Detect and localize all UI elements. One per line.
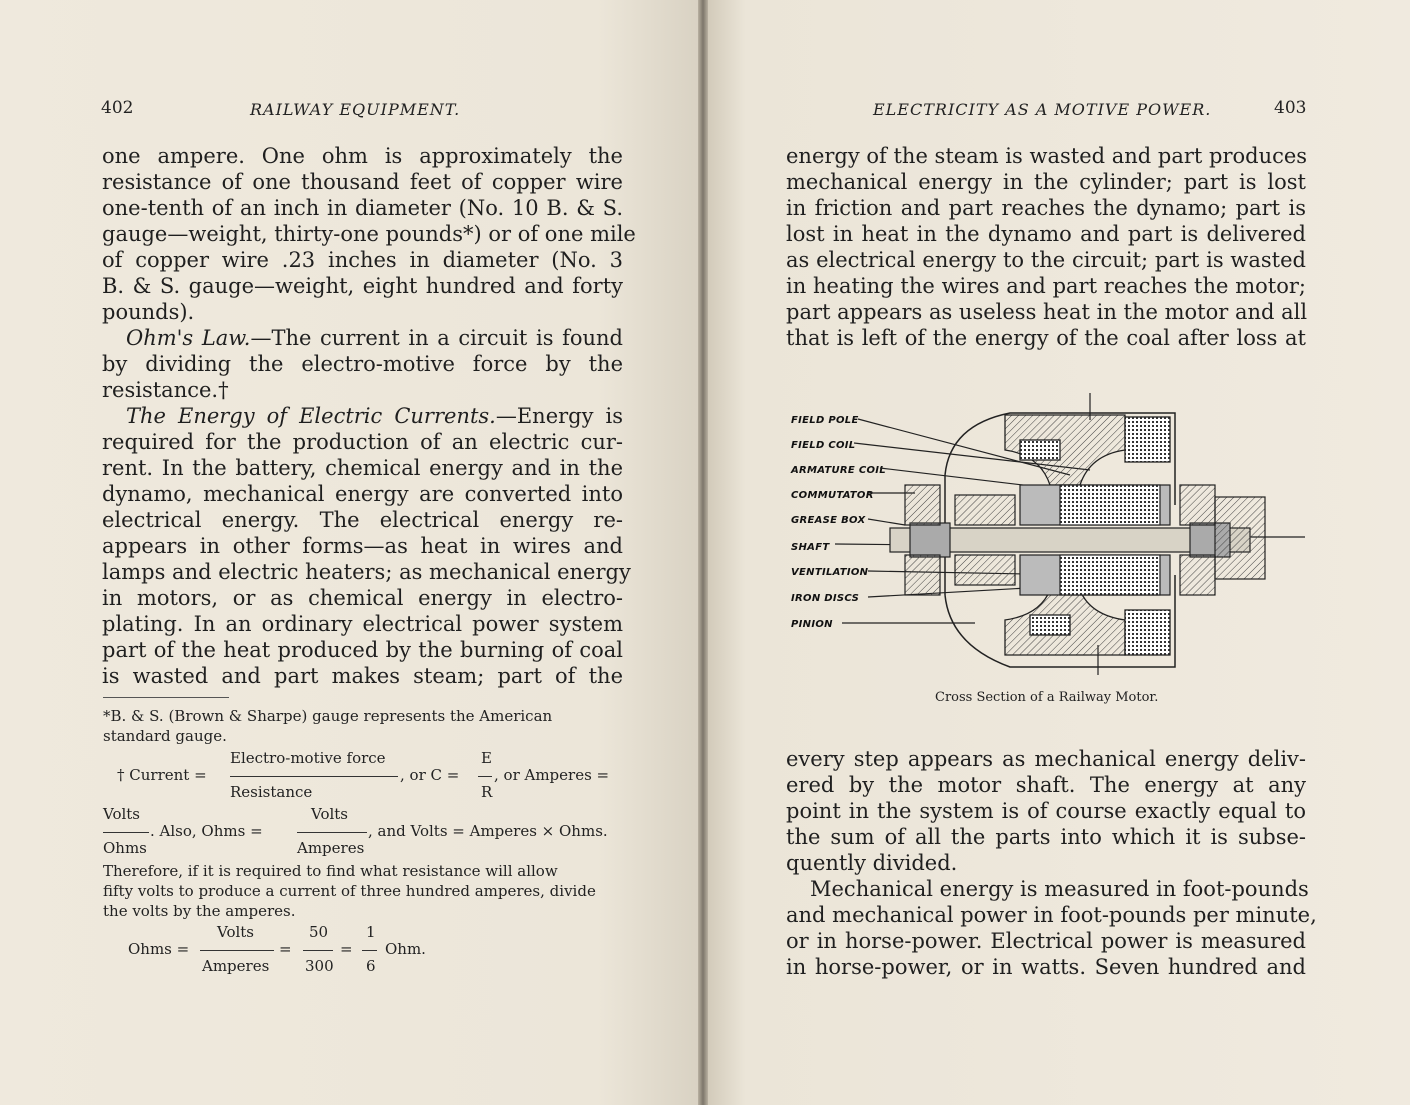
fraction-bar <box>230 776 398 777</box>
label-iron-discs: IRON DISCS <box>791 593 860 604</box>
motor-cross-section-diagram <box>780 385 1310 685</box>
formula1-mid: , or C = <box>400 766 460 784</box>
text-line: by dividing the electro-motive force by the <box>102 352 623 376</box>
fraction-bar <box>478 776 492 777</box>
label-armature-coil: ARMATURE COIL <box>791 465 886 476</box>
fraction-bar <box>303 950 333 951</box>
shaft <box>890 523 1250 557</box>
book-gutter <box>698 0 708 1105</box>
field-pole-bottom <box>1005 590 1170 655</box>
text-line: every step appears as mechanical energy deliv- <box>786 747 1306 771</box>
footnote-line: Therefore, if it is required to find what resistance will allow <box>103 862 558 880</box>
formula1-tail: , or Amperes = <box>494 766 610 784</box>
figure-caption: Cross Section of a Railway Motor. <box>935 690 1159 705</box>
label-pinion: PINION <box>791 619 833 630</box>
eq-sign: = <box>279 940 292 958</box>
text-line: resistance of one thousand feet of copper wire <box>102 170 623 194</box>
left-page-number: 402 <box>101 98 134 118</box>
footnote-1 <box>103 706 552 746</box>
fraction-bar <box>103 832 149 833</box>
formula3-lead: Ohms = <box>128 940 190 958</box>
text-line: resistance.† <box>102 378 229 402</box>
label-shaft: SHAFT <box>791 542 830 553</box>
text-line: in heating the wires and part reaches the motor; <box>786 274 1306 298</box>
right-body-top <box>786 143 1306 351</box>
fraction-bar <box>297 832 367 833</box>
footnote-line: fifty volts to produce a current of three hundred amperes, divide <box>103 882 596 900</box>
footnote-rule <box>103 697 229 698</box>
footnote-therefore <box>103 861 596 921</box>
right-body-bottom <box>786 746 1317 980</box>
text-line: required for the production of an electric cur- <box>102 430 623 454</box>
formula2-volts-2: Volts <box>311 805 349 823</box>
formula1-e: E <box>481 749 492 767</box>
text-line: point in the system is of course exactly equal to <box>786 799 1306 823</box>
formula2-volts: Volts <box>103 805 141 823</box>
text-line: dynamo, mechanical energy are converted into <box>102 482 623 506</box>
text-line: quently divided. <box>786 851 958 875</box>
text-line: the sum of all the parts into which it is subse- <box>786 825 1306 849</box>
text-line: is wasted and part makes steam; part of the <box>102 664 623 688</box>
formula1-r: R <box>481 783 493 801</box>
ohms-law-heading: Ohm's Law. <box>126 326 251 350</box>
right-page-number: 403 <box>1274 98 1307 118</box>
label-ventilation: VENTILATION <box>791 567 869 578</box>
pinion <box>1215 497 1265 579</box>
text-line: and mechanical power in foot-pounds per minute, <box>786 903 1317 927</box>
text-line: or in horse-power. Electrical power is measured <box>786 929 1306 953</box>
formula3-6: 6 <box>366 957 376 975</box>
label-field-coil: FIELD COIL <box>791 440 856 451</box>
footnote-line: the volts by the amperes. <box>103 902 296 920</box>
text-line: lamps and electric heaters; as mechanical energy <box>102 560 631 584</box>
left-body <box>102 143 636 689</box>
text-line: pounds). <box>102 300 195 324</box>
fraction-bar <box>362 950 377 951</box>
formula2-ohms: Ohms <box>103 839 147 857</box>
text-line: one-tenth of an inch in diameter (No. 10 B. & S. <box>102 196 623 220</box>
text-line: energy of the steam is wasted and part produces <box>786 144 1308 168</box>
text-line: part appears as useless heat in the motor and all <box>786 300 1308 324</box>
formula2-tail: , and Volts = Amperes × Ohms. <box>368 822 608 840</box>
text-line: gauge—weight, thirty-one pounds*) or of one mile <box>102 222 636 246</box>
footnote-line: standard gauge. <box>103 727 227 745</box>
formula3-volts: Volts <box>217 923 255 941</box>
formula3-300: 300 <box>305 957 334 975</box>
eq-sign: = <box>340 940 353 958</box>
label-grease-box: GREASE BOX <box>791 515 866 526</box>
text-line: part of the heat produced by the burning of coal <box>102 638 623 662</box>
text-fragment: —The current in a circuit is found <box>250 326 623 350</box>
text-line: plating. In an ordinary electrical power system <box>102 612 623 636</box>
label-commutator: COMMUTATOR <box>791 490 874 501</box>
text-line: electrical energy. The electrical energy re- <box>102 508 623 532</box>
energy-first-line <box>102 403 623 429</box>
field-pole-top <box>1005 415 1170 485</box>
formula3-amperes: Amperes <box>202 957 270 975</box>
energy-heading: The Energy of Electric Currents. <box>126 404 496 428</box>
text-line: appears in other forms—as heat in wires and <box>102 534 623 558</box>
formula3-tail: Ohm. <box>385 940 426 958</box>
text-line: as electrical energy to the circuit; part is wasted <box>786 248 1306 272</box>
formula3-1: 1 <box>366 923 376 941</box>
ohms-law-first-line <box>102 325 623 351</box>
text-line: ered by the motor shaft. The energy at any <box>786 773 1306 797</box>
text-line: one ampere. One ohm is approximately the <box>102 144 623 168</box>
text-line: mechanical energy in the cylinder; part is lost <box>786 170 1306 194</box>
footnote-line: *B. & S. (Brown & Sharpe) gauge represents the American <box>103 707 553 725</box>
formula2-also: . Also, Ohms = <box>150 822 263 840</box>
text-line: that is left of the energy of the coal after loss at <box>786 326 1306 350</box>
text-line: rent. In the battery, chemical energy and in the <box>102 456 623 480</box>
text-fragment: —Energy is <box>495 404 623 428</box>
left-running-head: RAILWAY EQUIPMENT. <box>250 100 461 119</box>
text-line: B. & S. gauge—weight, eight hundred and forty <box>102 274 623 298</box>
formula1-numerator: Electro-motive force <box>230 749 386 767</box>
text-line: in horse-power, or in watts. Seven hundred and <box>786 955 1306 979</box>
fraction-bar <box>200 950 274 951</box>
text-line: Mechanical energy is measured in foot-pounds <box>810 877 1309 901</box>
text-line: lost in heat in the dynamo and part is delivered <box>786 222 1306 246</box>
text-line: in friction and part reaches the dynamo; part is <box>786 196 1306 220</box>
formula3-50: 50 <box>309 923 329 941</box>
formula1-denominator: Resistance <box>230 783 313 801</box>
label-field-pole: FIELD POLE <box>791 415 859 426</box>
text-line: of copper wire .23 inches in diameter (No. 3 <box>102 248 623 272</box>
formula2-amperes: Amperes <box>297 839 365 857</box>
text-line: in motors, or as chemical energy in electro- <box>102 586 623 610</box>
formula1-lead: † Current = <box>117 766 207 784</box>
right-running-head: ELECTRICITY AS A MOTIVE POWER. <box>873 100 1212 119</box>
